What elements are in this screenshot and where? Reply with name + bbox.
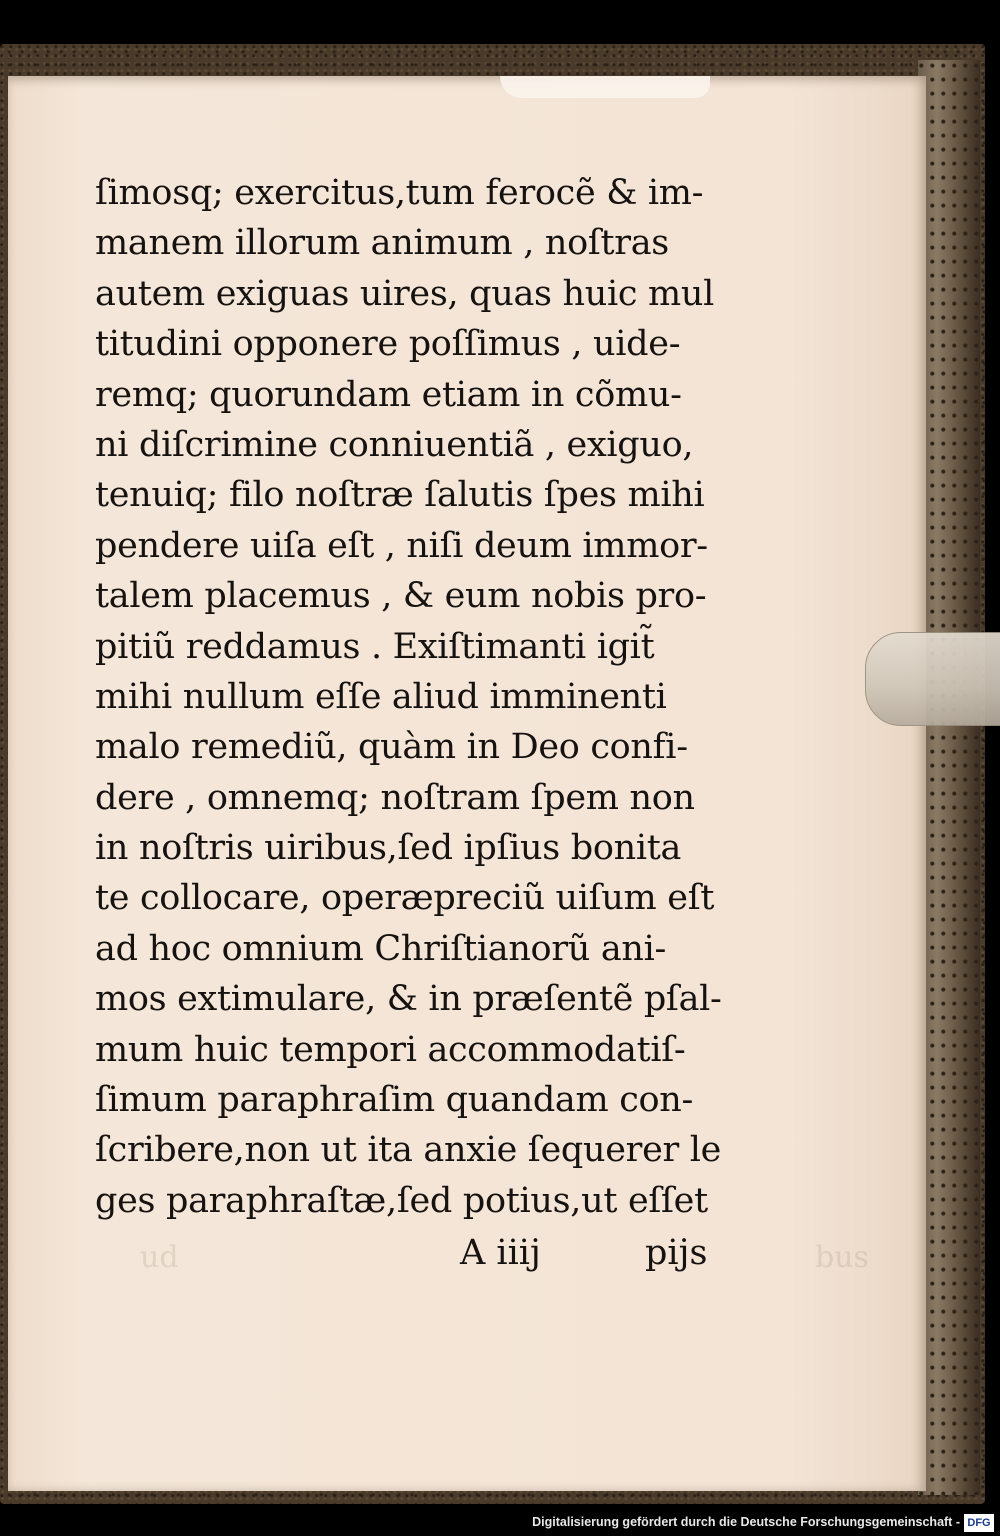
- page-footer: [95, 1228, 735, 1278]
- text-line: titudini opponere poſſimus , uide-: [95, 324, 681, 365]
- digitization-credit: Digitalisierung gefördert durch die Deutsche Forschungsgemeinschaft -: [532, 1515, 960, 1529]
- cover-edge: [918, 60, 980, 1495]
- catchword: pijs: [645, 1233, 708, 1273]
- text-line: ſimum paraphraſim quandam con-: [95, 1080, 694, 1121]
- text-line: mihi nullum eſſe aliud imminenti: [95, 676, 667, 717]
- text-line: pitiũ reddamus . Exiſtimanti igit̃: [95, 626, 655, 667]
- text-line: malo remediũ, quàm in Deo confi-: [95, 727, 688, 768]
- text-line: ges paraphraſtæ,ſed potius,ut eſſet: [95, 1180, 708, 1221]
- text-line: ſcribere,non ut ita anxie ſequerer le: [95, 1130, 722, 1171]
- text-line: autem exiguas uires, quas huic mul: [95, 273, 715, 314]
- show-through-text-left: ud: [140, 1240, 179, 1275]
- text-line: mum huic tempori accommodatiſ-: [95, 1029, 686, 1070]
- text-line: talem placemus , & eum nobis pro-: [95, 576, 707, 617]
- text-line: remq; quorundam etiam in cõmu-: [95, 374, 682, 415]
- text-line: mos extimulare, & in præſentẽ pſal-: [95, 979, 722, 1020]
- text-line: ni diſcrimine conniuentiã , exiguo,: [95, 424, 694, 465]
- text-line: pendere uiſa eſt , niſi deum immor-: [95, 525, 708, 566]
- text-line: ſimosq; exercitus,tum ferocẽ & im-: [95, 173, 704, 213]
- show-through-text-right: bus: [815, 1240, 869, 1275]
- dfg-logo: DFG: [964, 1514, 994, 1532]
- text-line: in noſtris uiribus,ſed ipſius bonita: [95, 828, 682, 869]
- text-line: tenuiq; filo noſtræ ſalutis ſpes mihi: [95, 475, 705, 516]
- page-clip: [865, 632, 1000, 726]
- text-line: te collocare, operæpreciũ uiſum eſt: [95, 878, 715, 919]
- text-line: ad hoc omnium Chriſtianorũ ani-: [95, 928, 667, 969]
- signature-mark: A iiij: [460, 1233, 541, 1273]
- text-line: manem illorum animum , noſtras: [95, 223, 669, 264]
- text-block: [95, 168, 735, 1226]
- page-tear: [500, 76, 710, 98]
- text-line: dere , omnemq; noſtram ſpem non: [95, 777, 695, 818]
